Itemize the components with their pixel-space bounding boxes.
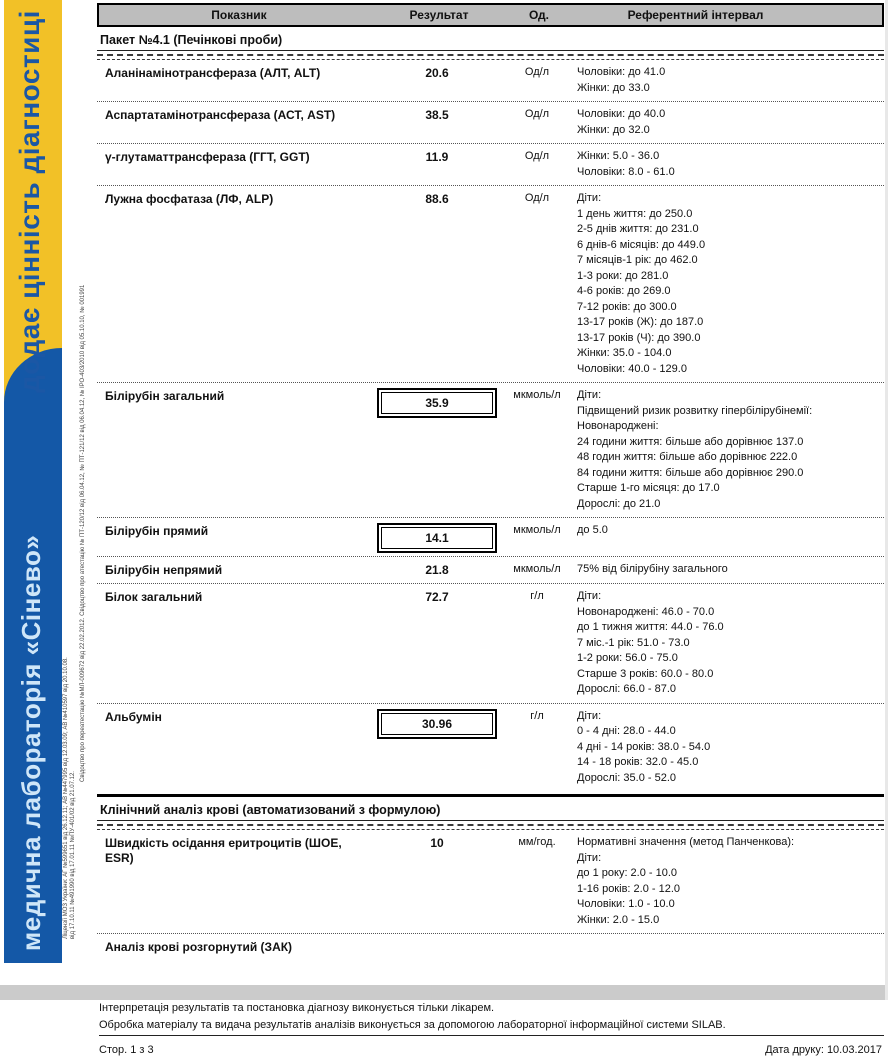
reference-line: до 5.0 bbox=[577, 524, 608, 536]
test-row bbox=[97, 385, 884, 514]
reference-line: 1 день життя: до 250.0 bbox=[577, 207, 693, 220]
brand-slogan-vertical-text: додає цінність діагностиці bbox=[14, 10, 45, 393]
reference-line: до 1 року: 2.0 - 10.0 bbox=[577, 867, 678, 879]
column-header-result: Результат bbox=[409, 8, 469, 22]
reference-line: 14 - 18 років: 32.0 - 45.0 bbox=[577, 756, 699, 768]
reference-line: Діти: bbox=[577, 590, 602, 602]
test-reference-interval bbox=[577, 939, 884, 955]
reference-line: 0 - 4 дні: 28.0 - 44.0 bbox=[577, 725, 676, 737]
test-unit: мкмоль/л bbox=[513, 563, 561, 575]
reference-line: Старше 1-го місяця: до 17.0 bbox=[577, 482, 720, 494]
test-reference-interval bbox=[577, 523, 884, 551]
reference-line: Жінки: до 32.0 bbox=[577, 123, 650, 136]
test-row bbox=[97, 936, 884, 957]
reference-line: Старше 3 років: 60.0 - 80.0 bbox=[577, 667, 714, 680]
test-unit: мкмоль/л bbox=[513, 389, 561, 401]
reference-line: Новонароджені: bbox=[577, 420, 659, 432]
section-divider bbox=[97, 824, 884, 830]
test-unit: Од/л bbox=[524, 192, 550, 204]
test-row bbox=[97, 832, 884, 930]
test-name: γ-глутаматтрансфераза (ГГТ, GGT) bbox=[105, 150, 310, 164]
reference-line: 7 міс.-1 рік: 51.0 - 73.0 bbox=[577, 636, 690, 649]
test-unit: г/л bbox=[530, 709, 544, 722]
reference-line: 2-5 днів життя: до 231.0 bbox=[577, 223, 699, 235]
flagged-result-box: 14.1 bbox=[381, 527, 493, 549]
lab-report-content bbox=[97, 3, 884, 1056]
section-title: Пакет №4.1 (Печінкові проби) bbox=[97, 27, 884, 51]
disclaimer-line-2: Інтерпретація результатів та постановка діагнозу виконується тільки лікарем. bbox=[99, 1002, 495, 1014]
page-footer bbox=[97, 1044, 884, 1056]
table-body bbox=[97, 27, 884, 957]
reference-line: 4 дні - 14 років: 38.0 - 54.0 bbox=[577, 740, 711, 753]
license-line-2: від 17.10.11 №491990 від 17.01.11 №ПУ-401/02 від 21.07.12. bbox=[70, 771, 76, 939]
table-header-row bbox=[97, 3, 884, 27]
reference-line: Жінки: 35.0 - 104.0 bbox=[577, 347, 672, 359]
page-number-label: Стор. 1 з 3 bbox=[99, 1044, 154, 1056]
reference-line: 7 місяців-1 рік: до 462.0 bbox=[577, 254, 698, 266]
test-row bbox=[97, 104, 884, 140]
test-row bbox=[97, 520, 884, 553]
reference-line: 75% від білірубіну загального bbox=[577, 563, 728, 575]
test-result bbox=[377, 709, 497, 787]
reference-line: 1-16 років: 2.0 - 12.0 bbox=[577, 882, 680, 895]
test-result: 21.8 bbox=[425, 563, 449, 577]
test-result: 10 bbox=[430, 836, 444, 850]
test-row bbox=[97, 188, 884, 379]
license-vertical-text: Свідоцтво про переатестацію №МЛ-009672 від 22.02.2012. Свідоцтво про атестацію № ПТ-120/12 від 06.04.12, № ПТ-121/12 від 06.04.12, № ІРО-403/2010 від 05.10.10, № 001991 bbox=[80, 284, 86, 782]
disclaimer-line-3: Обробка матеріалу та видача результатів аналізів виконується за допомогою лабораторної інформаційної системи SILAB. bbox=[99, 1017, 884, 1036]
reference-line: Дорослі: 66.0 - 87.0 bbox=[577, 683, 676, 695]
row-separator bbox=[97, 382, 884, 383]
test-row bbox=[97, 559, 884, 580]
row-separator bbox=[97, 101, 884, 102]
reference-line: 1-3 роки: до 281.0 bbox=[577, 269, 669, 282]
brand-sidebar bbox=[4, 0, 62, 963]
reference-line: Дорослі: до 21.0 bbox=[577, 497, 661, 510]
reference-line: Чоловіки: до 40.0 bbox=[577, 108, 666, 120]
row-separator bbox=[97, 556, 884, 557]
reference-line: Діти: bbox=[577, 389, 602, 401]
row-separator bbox=[97, 185, 884, 186]
test-unit: Од/л bbox=[524, 66, 550, 78]
test-reference-interval bbox=[577, 835, 884, 928]
reference-line: 4-6 років: до 269.0 bbox=[577, 285, 671, 297]
row-separator bbox=[97, 143, 884, 144]
test-reference-interval bbox=[577, 191, 884, 377]
test-name: Аналіз крові розгорнутий (ЗАК) bbox=[105, 940, 293, 954]
reference-line: 6 днів-6 місяців: до 449.0 bbox=[577, 238, 706, 251]
brand-name-vertical-text: медична лабораторія «Сінево» bbox=[16, 534, 46, 951]
page-bottom-edge bbox=[0, 985, 888, 1000]
test-result bbox=[377, 388, 497, 512]
test-result: 38.5 bbox=[425, 108, 449, 122]
reference-line: Дорослі: 35.0 - 52.0 bbox=[577, 771, 676, 784]
reference-line: Діти: bbox=[577, 192, 602, 204]
reference-line: 13-17 років (Ч): до 390.0 bbox=[577, 331, 701, 344]
column-header-unit: Од. bbox=[529, 8, 549, 22]
test-name: Білірубін непрямий bbox=[105, 563, 223, 577]
test-reference-interval bbox=[577, 388, 884, 512]
test-result: 20.6 bbox=[425, 66, 449, 80]
test-result bbox=[377, 523, 497, 551]
flagged-result-box: 30.96 bbox=[381, 713, 493, 735]
test-result: 11.9 bbox=[425, 150, 449, 164]
row-separator bbox=[97, 583, 884, 584]
test-reference-interval bbox=[577, 709, 884, 787]
test-name: Аспартатамінотрансфераза (АСТ, AST) bbox=[105, 108, 336, 122]
test-result bbox=[377, 939, 497, 955]
reference-line: до 1 тижня життя: 44.0 - 76.0 bbox=[577, 621, 724, 633]
test-name: Білірубін загальний bbox=[105, 389, 225, 403]
row-separator bbox=[97, 933, 884, 934]
test-reference-interval bbox=[577, 65, 884, 96]
column-header-reference-interval: Референтний інтервал bbox=[627, 8, 764, 22]
test-reference-interval bbox=[577, 107, 884, 138]
test-reference-interval bbox=[577, 589, 884, 698]
reference-line: 1-2 роки: 56.0 - 75.0 bbox=[577, 652, 678, 664]
reference-line: Чоловіки: до 41.0 bbox=[577, 66, 666, 78]
row-separator bbox=[97, 517, 884, 518]
reference-line: Чоловіки: 8.0 - 61.0 bbox=[577, 165, 675, 178]
test-row bbox=[97, 586, 884, 700]
test-row bbox=[97, 62, 884, 98]
test-name: Білірубін прямий bbox=[105, 524, 209, 538]
reference-line: 48 годин життя: більше або дорівнює 222.0 bbox=[577, 451, 798, 463]
reference-line: 13-17 років (Ж): до 187.0 bbox=[577, 316, 704, 328]
reference-line: 24 години життя: більше або дорівнює 137.0 bbox=[577, 435, 804, 448]
reference-line: Діти: bbox=[577, 709, 602, 722]
reference-line: Жінки: 5.0 - 36.0 bbox=[577, 150, 660, 162]
column-header-indicator: Показник bbox=[211, 8, 267, 22]
reference-line: Жінки: до 33.0 bbox=[577, 81, 650, 94]
reference-line: Нормативні значення (метод Панченкова): bbox=[577, 836, 795, 848]
row-separator bbox=[97, 703, 884, 704]
reference-line: 84 години життя: більше або дорівнює 290.0 bbox=[577, 466, 804, 479]
test-result: 72.7 bbox=[425, 590, 449, 604]
test-name: Швидкість осідання еритроцитів (ШОЕ, ESR) bbox=[105, 836, 342, 865]
test-unit: мкмоль/л bbox=[513, 524, 561, 536]
test-unit: мм/год. bbox=[518, 836, 556, 848]
test-reference-interval bbox=[577, 149, 884, 180]
reference-line: Чоловіки: 1.0 - 10.0 bbox=[577, 898, 675, 910]
reference-line: Жінки: 2.0 - 15.0 bbox=[577, 913, 660, 926]
license-vertical-text-block bbox=[63, 657, 77, 939]
section-divider bbox=[97, 54, 884, 60]
test-row bbox=[97, 706, 884, 789]
reference-line: 7-12 років: до 300.0 bbox=[577, 300, 677, 313]
test-name: Лужна фосфатаза (ЛФ, ALP) bbox=[105, 192, 274, 206]
test-name: Аланінамінотрансфераза (АЛТ, ALT) bbox=[105, 66, 321, 80]
test-unit bbox=[497, 939, 577, 955]
reference-line: Діти: bbox=[577, 851, 602, 864]
section-title: Клінічний аналіз крові (автоматизований з формулою) bbox=[97, 794, 884, 821]
license-line-1: Ліцензії МОЗ України: АГ №599651 від 26.12.11; АВ №447995 від 12.03.09; АВ №410597 від 20.10.08. bbox=[63, 657, 69, 939]
reference-line: Чоловіки: 40.0 - 129.0 bbox=[577, 362, 687, 375]
test-unit: Од/л bbox=[524, 150, 550, 162]
reference-line: Новонароджені: 46.0 - 70.0 bbox=[577, 605, 715, 618]
print-date-label: Дата друку: 10.03.2017 bbox=[765, 1044, 882, 1056]
test-row bbox=[97, 146, 884, 182]
test-reference-interval bbox=[577, 562, 884, 578]
test-unit: г/л bbox=[530, 590, 544, 602]
test-name: Альбумін bbox=[105, 709, 162, 724]
test-result: 88.6 bbox=[425, 192, 449, 206]
flagged-result-box: 35.9 bbox=[381, 392, 493, 414]
reference-line: Підвищений ризик розвитку гіпербілірубінемії: bbox=[577, 404, 813, 417]
test-unit: Од/л bbox=[524, 108, 550, 120]
test-name: Білок загальний bbox=[105, 590, 203, 604]
